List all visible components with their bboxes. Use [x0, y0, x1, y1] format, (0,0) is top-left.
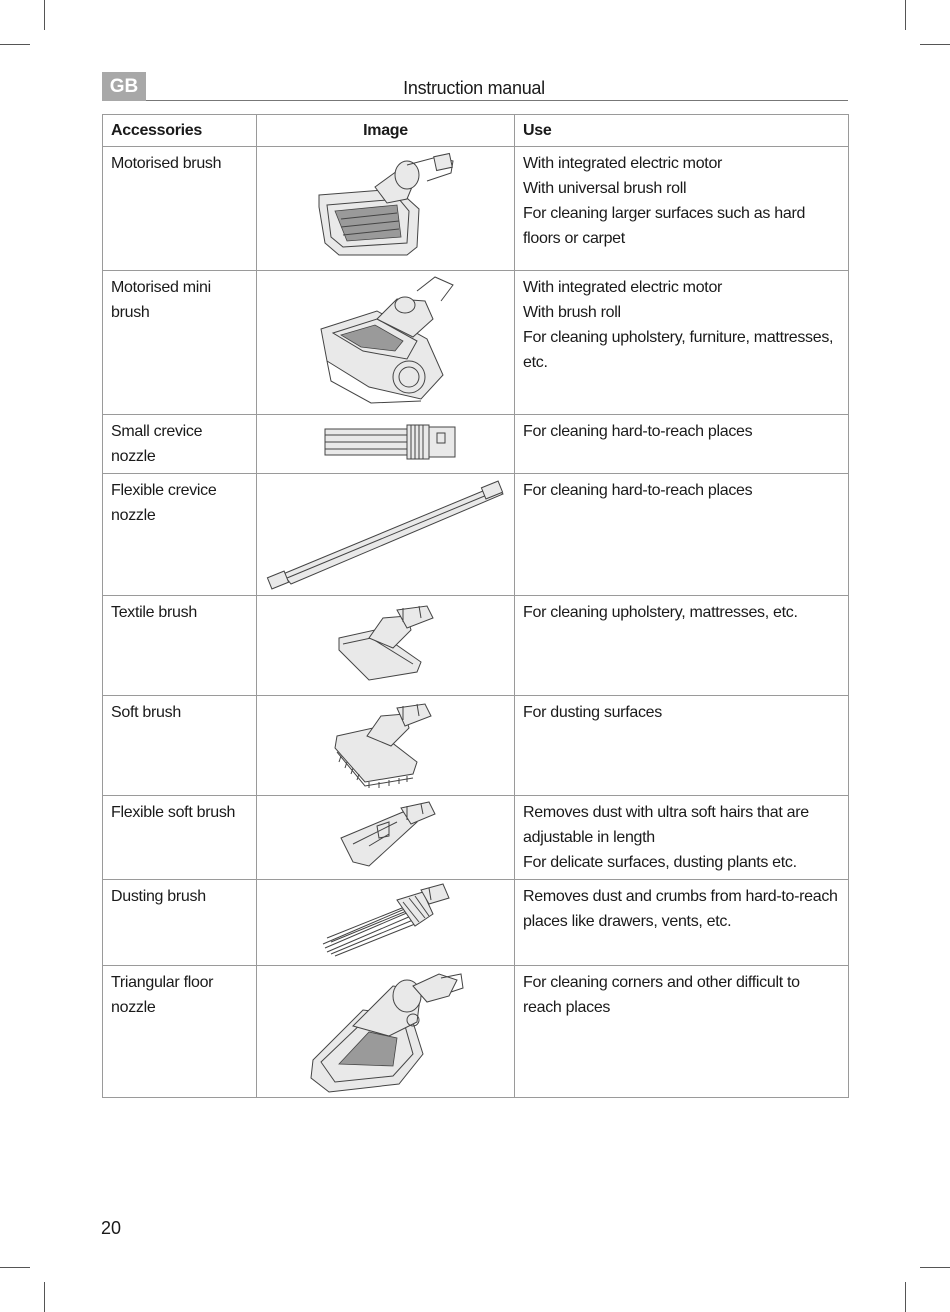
use-line: With universal brush roll [523, 180, 687, 197]
accessory-name: Small crevice nozzle [103, 415, 257, 474]
crop-mark [44, 1282, 45, 1312]
accessory-use [515, 474, 849, 596]
crop-mark [44, 0, 45, 30]
table-row [103, 966, 849, 1098]
use-line: Removes dust and crumbs from hard-to-reach places like drawers, vents, etc. [523, 888, 838, 930]
accessory-image-cell [257, 474, 515, 596]
crop-mark [920, 1267, 950, 1268]
triangular-floor-nozzle-icon [257, 966, 515, 1098]
table-row [103, 474, 849, 596]
table-header-row [103, 115, 849, 147]
accessory-name: Soft brush [103, 696, 257, 796]
crop-mark [0, 44, 30, 45]
table-row [103, 415, 849, 474]
accessory-image-cell [257, 147, 515, 271]
accessory-name: Flexible crevice nozzle [103, 474, 257, 596]
crop-mark [920, 44, 950, 45]
use-line: For delicate surfaces, dusting plants etc. [523, 854, 797, 871]
accessory-name: Triangular floor nozzle [103, 966, 257, 1098]
use-line: For cleaning hard-to-reach places [523, 482, 753, 499]
use-line: For cleaning larger surfaces such as hard floors or carpet [523, 205, 806, 247]
column-header-use: Use [515, 115, 849, 147]
use-line: For cleaning hard-to-reach places [523, 423, 753, 440]
table-row [103, 796, 849, 880]
use-line: For cleaning corners and other difficult to reach places [523, 974, 800, 1016]
use-line: For dusting surfaces [523, 704, 662, 721]
accessory-image-cell [257, 596, 515, 696]
accessory-image-cell [257, 415, 515, 474]
textile-brush-icon [257, 596, 515, 696]
accessory-name: Motorised mini brush [103, 271, 257, 415]
motorised-brush-icon [257, 147, 515, 271]
table-row [103, 596, 849, 696]
accessory-image-cell [257, 880, 515, 966]
accessory-name: Textile brush [103, 596, 257, 696]
header-rule [146, 100, 848, 101]
accessory-name: Flexible soft brush [103, 796, 257, 880]
accessories-table [102, 114, 849, 1098]
motorised-mini-brush-icon [257, 271, 515, 415]
accessory-use [515, 147, 849, 271]
flexible-crevice-nozzle-icon [257, 474, 515, 596]
accessory-use [515, 415, 849, 474]
use-line: With brush roll [523, 304, 621, 321]
small-crevice-nozzle-icon [257, 415, 515, 467]
accessory-image-cell [257, 966, 515, 1098]
table-row [103, 271, 849, 415]
column-header-accessories: Accessories [103, 115, 257, 147]
flexible-soft-brush-icon [257, 796, 515, 877]
table-row [103, 696, 849, 796]
accessory-use [515, 880, 849, 966]
use-line: Removes dust with ultra soft hairs that are adjustable in length [523, 804, 809, 846]
use-line: With integrated electric motor [523, 279, 723, 296]
accessory-use [515, 966, 849, 1098]
table-row [103, 147, 849, 271]
accessory-use [515, 596, 849, 696]
soft-brush-icon [257, 696, 515, 796]
accessory-use [515, 696, 849, 796]
dusting-brush-icon [257, 880, 515, 966]
accessory-image-cell [257, 796, 515, 880]
accessory-name: Dusting brush [103, 880, 257, 966]
accessory-image-cell [257, 696, 515, 796]
use-line: For cleaning upholstery, mattresses, etc. [523, 604, 798, 621]
use-line: For cleaning upholstery, furniture, mattresses, etc. [523, 329, 834, 371]
language-badge: GB [102, 72, 146, 101]
column-header-image: Image [257, 115, 515, 147]
table-row [103, 880, 849, 966]
accessory-name: Motorised brush [103, 147, 257, 271]
page-number: 20 [101, 1218, 122, 1238]
crop-mark [905, 0, 906, 30]
page-header-title: Instruction manual [403, 78, 545, 98]
crop-mark [905, 1282, 906, 1312]
crop-mark [0, 1267, 30, 1268]
accessory-image-cell [257, 271, 515, 415]
accessory-use [515, 796, 849, 880]
use-line: With integrated electric motor [523, 155, 723, 172]
accessory-use [515, 271, 849, 415]
